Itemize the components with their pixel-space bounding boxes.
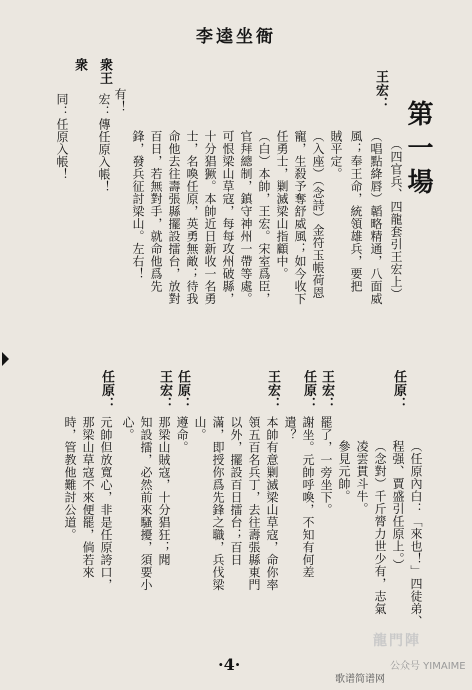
cast-line: 同：任原入帳！ [55,93,69,181]
text-column: 士，名喚任原，英勇無敵；待我 [185,130,199,305]
cast-line: 宏：傳任原入帳！ [97,93,111,193]
text-column: 以外，擺設百日擂台；百日 [229,416,243,566]
text-column: 心。 [121,416,135,441]
page-number: ·4· [218,655,241,674]
text-column: 鋒，發兵征討梁山。左右！ [131,130,145,280]
text-column: （念對）千斤膂力世少有，志氣 [373,440,387,615]
text-column: 官拜總制，鎮守神州一帶等處。 [239,130,253,305]
text-column: 有！ [113,88,127,113]
text-column: （白）本帥，王宏。宋室爲臣， [257,130,271,305]
text-column: （任原內白：「來也！」四徒弟、 [409,440,423,628]
text-column: 遵命。 [175,416,189,454]
margin-mark [2,352,9,366]
speaker-label-2: 衆 [72,58,87,72]
text-column: 謝坐。元帥呼喚，不知有何差 [301,416,315,579]
scene-title: 第一場 [403,100,433,202]
text-column: 本帥有意剿滅梁山草寇，命你率 [265,416,279,591]
text-column: （入座）（念詩）金符玉帳荷恩 [311,130,325,299]
text-column: 程强、賈盛引任原上。） [391,440,405,572]
footer-watermark-text: 公众号 YIMAIME [390,661,466,672]
text-column: 滿，即授你爲先鋒之職，兵伐梁 [211,416,225,591]
text-column: 那梁山草寇不來便罷，倘若來 [81,416,95,579]
watermark-logo: 龍門陣 [373,633,421,649]
text-column: 罷了，一旁坐下。 [319,416,333,516]
text-column: 知設擂，必然前來騷擾，須要小 [139,416,153,591]
speaker-label: 王宏： [373,70,388,111]
speaker-label: 任原： [391,370,406,411]
text-column: 元帥但放寬心，非是任原誇口， [99,416,113,591]
text-column: 遣？ [283,416,297,441]
text-column: 山。 [193,416,207,441]
text-column: 命他去往壽張縣擺設擂台，放對 [167,130,181,305]
text-column: （四官兵、四龍套引王宏上） [389,138,403,301]
footer-site-text: 歌谱简谱网 [335,674,385,685]
speaker-label: 任原： [301,370,316,411]
text-column: 可恨梁山草寇，每每攻州破縣， [221,130,235,305]
speaker-label: 王宏： [157,370,172,411]
speaker-label: 任原： [175,370,190,411]
text-column: 凌雲貫斗牛。 [355,440,369,515]
text-column: 時，管教他難討公道。 [63,416,77,541]
speaker-label: 王宏： [319,370,334,411]
text-column: 任勇士，剿滅梁山指顧中。 [275,130,289,280]
text-column: 百日，若無對手，就命他爲先 [149,130,163,293]
text-column: 寵，生殺予奪舒威風；如今收下 [293,130,307,305]
text-column: 風；奉王命，統領雄兵，要把 [349,130,363,293]
text-column: 賊平定。 [329,130,343,180]
text-column: 那梁山賊寇，十分猖狂；聞 [157,416,171,566]
text-column: （唱點絳唇）韜略精通，八面威 [369,130,383,305]
speaker-label: 王宏： [265,370,280,411]
speaker-label: 衆王 [97,58,112,85]
text-column: 領五百名兵丁，去往壽張縣東門 [247,416,261,591]
text-column: 參見元帥。 [337,440,351,503]
page-header-title: 李逵坐衙 [196,27,276,47]
text-column: 十分猖獗。本帥近日新收一名勇 [203,130,217,305]
speaker-label: 任原： [99,370,114,411]
